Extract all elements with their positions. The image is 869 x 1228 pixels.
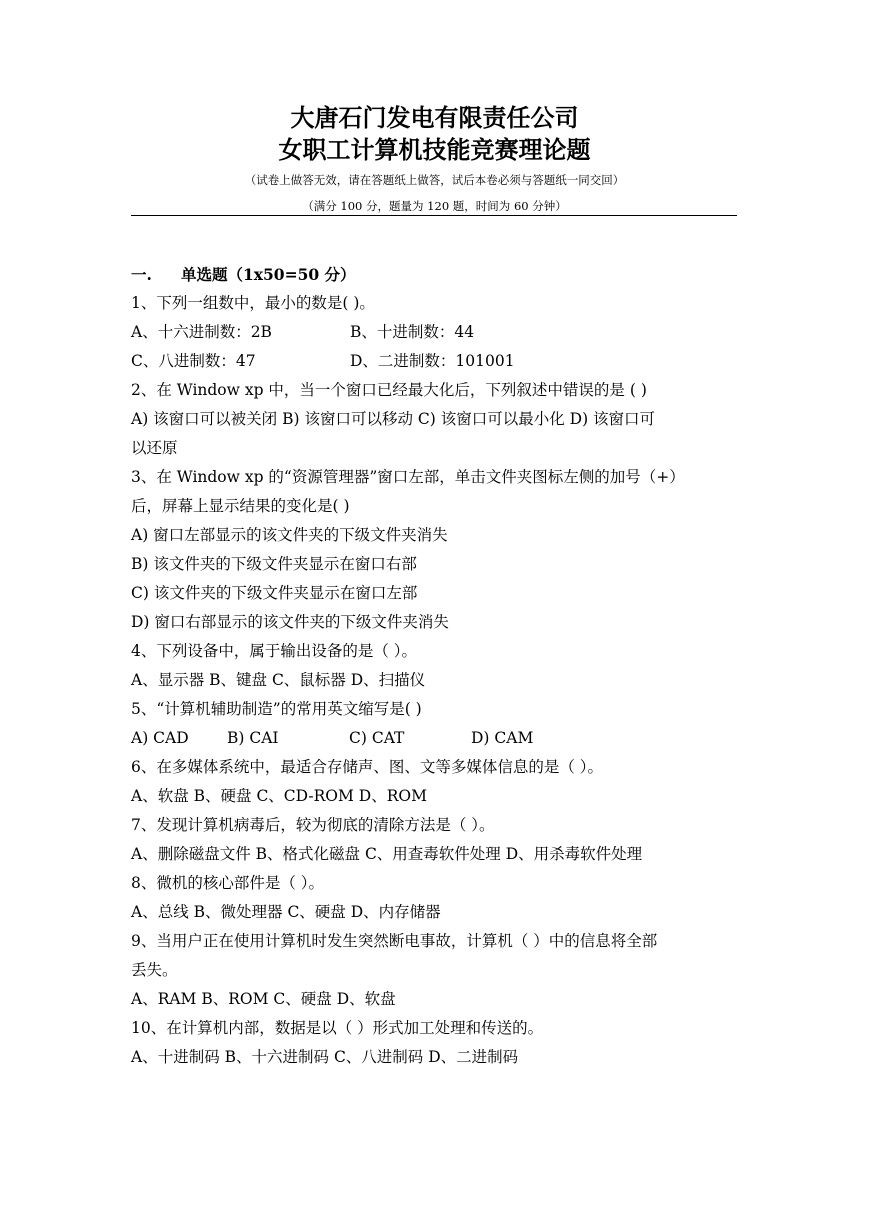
question-7-stem: 7、发现计算机病毒后，较为彻底的清除方法是（ ）。 bbox=[131, 816, 495, 834]
question-1-option-d: D、二进制数：101001 bbox=[350, 352, 515, 370]
exam-instructions: （试卷上做答无效，请在答题纸上做答，试后本卷必须与答题纸一同交回） bbox=[244, 173, 625, 187]
question-9-stem: 9、当用户正在使用计算机时发生突然断电事故，计算机（ ）中的信息将全部 bbox=[131, 932, 658, 950]
exam-body bbox=[131, 260, 737, 1072]
question-6-stem: 6、在多媒体系统中，最适合存储声、图、文等多媒体信息的是（ ）。 bbox=[131, 758, 604, 776]
question-1-options-row2 bbox=[131, 347, 737, 376]
section-heading bbox=[131, 260, 737, 289]
question-4-stem: 4、下列设备中，属于输出设备的是（ ）。 bbox=[131, 642, 418, 660]
question-10-options: A、十进制码 B、十六进制码 C、八进制码 D、二进制码 bbox=[131, 1048, 519, 1066]
exam-title-company: 大唐石门发电有限责任公司 bbox=[290, 103, 579, 132]
question-2-stem: 2、在 Window xp 中，当一个窗口已经最大化后，下列叙述中错误的是 ( ) bbox=[131, 381, 647, 399]
exam-score-time-note: （满分 100 分，题量为 120 题，时间为 60 分钟） bbox=[302, 199, 567, 213]
question-5-stem: 5、“计算机辅助制造”的常用英文缩写是( ) bbox=[131, 700, 422, 718]
question-1-option-c: C、八进制数：47 bbox=[131, 352, 256, 370]
section-number: 一. bbox=[131, 265, 152, 284]
question-1-stem: 1、下列一组数中，最小的数是( )。 bbox=[131, 294, 375, 312]
question-9-stem-cont: 丢失。 bbox=[131, 961, 178, 979]
question-2-options-cont: 以还原 bbox=[131, 439, 178, 457]
question-3-option-b: B) 该文件夹的下级文件夹显示在窗口右部 bbox=[131, 555, 417, 573]
question-9-options: A、RAM B、ROM C、硬盘 D、软盘 bbox=[131, 990, 396, 1008]
question-5-option-d: D) CAM bbox=[471, 729, 534, 747]
question-5-option-c: C) CAT bbox=[349, 729, 405, 747]
exam-title-subject: 女职工计算机技能竞赛理论题 bbox=[278, 135, 591, 164]
question-3-option-d: D) 窗口右部显示的该文件夹的下级文件夹消失 bbox=[131, 613, 449, 631]
question-1-option-a: A、十六进制数：2B bbox=[131, 323, 272, 341]
question-2-options: A) 该窗口可以被关闭 B) 该窗口可以移动 C) 该窗口可以最小化 D) 该窗口可 bbox=[131, 410, 656, 428]
question-1-option-b: B、十进制数：44 bbox=[350, 323, 475, 341]
question-10-stem: 10、在计算机内部，数据是以（ ）形式加工处理和传送的。 bbox=[131, 1019, 544, 1037]
question-1-options-row1 bbox=[131, 318, 737, 347]
question-6-options: A、软盘 B、硬盘 C、CD-ROM D、ROM bbox=[131, 787, 427, 805]
question-4-options: A、显示器 B、键盘 C、鼠标器 D、扫描仪 bbox=[131, 671, 426, 689]
question-5-options bbox=[131, 724, 737, 753]
question-5-option-b: B) CAI bbox=[227, 729, 279, 747]
question-8-options: A、总线 B、微处理器 C、硬盘 D、内存储器 bbox=[131, 903, 441, 921]
question-5-option-a: A) CAD bbox=[131, 729, 189, 747]
section-title: 单选题（1x50=50 分） bbox=[181, 265, 356, 284]
question-7-options: A、删除磁盘文件 B、格式化磁盘 C、用查毒软件处理 D、用杀毒软件处理 bbox=[131, 845, 643, 863]
question-3-option-a: A) 窗口左部显示的该文件夹的下级文件夹消失 bbox=[131, 526, 448, 544]
question-3-option-c: C) 该文件夹的下级文件夹显示在窗口左部 bbox=[131, 584, 418, 602]
question-8-stem: 8、微机的核心部件是（ ）。 bbox=[131, 874, 325, 892]
question-3-stem-cont: 后，屏幕上显示结果的变化是( ) bbox=[131, 497, 350, 515]
header-divider bbox=[131, 215, 737, 216]
question-3-stem: 3、在 Window xp 的“资源管理器”窗口左部，单击文件夹图标左侧的加号（+） bbox=[131, 468, 685, 486]
